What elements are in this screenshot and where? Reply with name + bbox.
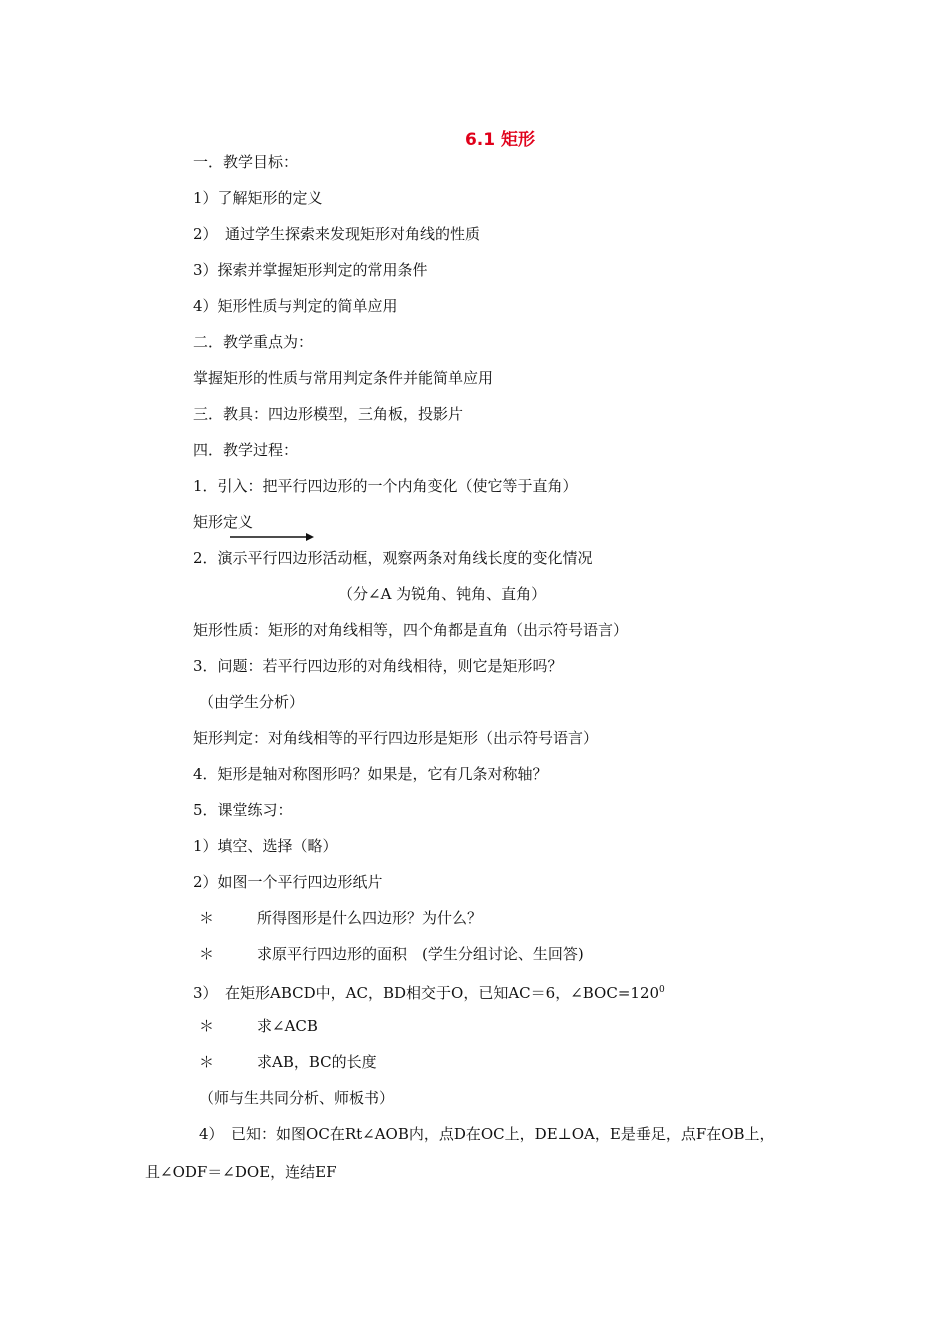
objective-item: 3）探索并掌握矩形判定的常用条件: [193, 261, 428, 279]
subitem-text: 求∠ACB: [257, 1017, 318, 1035]
objective-item: 4）矩形性质与判定的简单应用: [193, 297, 398, 315]
exercise-item: 4） 已知：如图OC在Rt∠AOB内，点D在OC上，DE⊥OA，E是垂足，点F在OB上，: [199, 1125, 775, 1143]
process-step: 2．演示平行四边形活动框，观察两条对角线长度的变化情况: [193, 549, 593, 567]
page-title: 6.1 矩形: [464, 130, 536, 150]
exercise-item: 2）如图一个平行四边形纸片: [193, 873, 383, 891]
objective-item: 1）了解矩形的定义: [193, 189, 323, 207]
degree-superscript: 0: [659, 985, 665, 995]
exercise-text: 3） 在矩形ABCD中，AC，BD相交于O，已知AC＝6，∠BOC=120: [193, 984, 660, 1002]
process-note: （由学生分析）: [199, 693, 305, 711]
subitem-text: 求原平行四边形的面积 (学生分组讨论、生回答): [257, 945, 584, 963]
definition-label: 矩形定义: [193, 513, 254, 531]
exercise-subitem: [199, 908, 482, 928]
section-process-heading: 四．教学过程：: [193, 441, 299, 459]
rectangle-criterion: 矩形判定：对角线相等的平行四边形是矩形（出示符号语言）: [193, 729, 599, 747]
bullet-star-icon: ＊: [199, 945, 215, 963]
exercise-subitem: [199, 944, 584, 964]
section-objectives-heading: 一．教学目标：: [193, 153, 299, 171]
subitem-text: 所得图形是什么四边形？为什么？: [257, 909, 483, 927]
section-tools-heading: 三．教具：四边形模型，三角板，投影片: [193, 405, 464, 423]
bullet-star-icon: ＊: [199, 1053, 215, 1071]
subitem-text: 求AB，BC的长度: [257, 1053, 377, 1071]
process-note: （师与生共同分析、师板书）: [199, 1089, 395, 1107]
exercise-subitem: [199, 1052, 377, 1072]
bullet-star-icon: ＊: [199, 1017, 215, 1035]
bullet-star-icon: ＊: [199, 909, 215, 927]
rectangle-property: 矩形性质：矩形的对角线相等，四个角都是直角（出示符号语言）: [193, 621, 629, 639]
process-step: 5．课堂练习：: [193, 801, 293, 819]
right-arrow-icon: [230, 532, 314, 542]
exercise-item-continuation: 且∠ODF＝∠DOE，连结EF: [145, 1163, 337, 1181]
exercise-subitem: [199, 1016, 318, 1036]
process-step: 1．引入：把平行四边形的一个内角变化（使它等于直角）: [193, 477, 578, 495]
process-note: （分∠A 为锐角、钝角、直角）: [338, 585, 547, 603]
objective-item: 2） 通过学生探索来发现矩形对角线的性质: [193, 225, 481, 243]
section-key-points-heading: 二．教学重点为：: [193, 333, 314, 351]
key-points-text: 掌握矩形的性质与常用判定条件并能简单应用: [193, 369, 494, 387]
process-step: 3．问题：若平行四边形的对角线相待，则它是矩形吗？: [193, 657, 563, 675]
exercise-item: 1）填空、选择（略）: [193, 837, 338, 855]
exercise-item: [193, 980, 665, 1003]
process-step: 4．矩形是轴对称图形吗？如果是，它有几条对称轴？: [193, 765, 548, 783]
